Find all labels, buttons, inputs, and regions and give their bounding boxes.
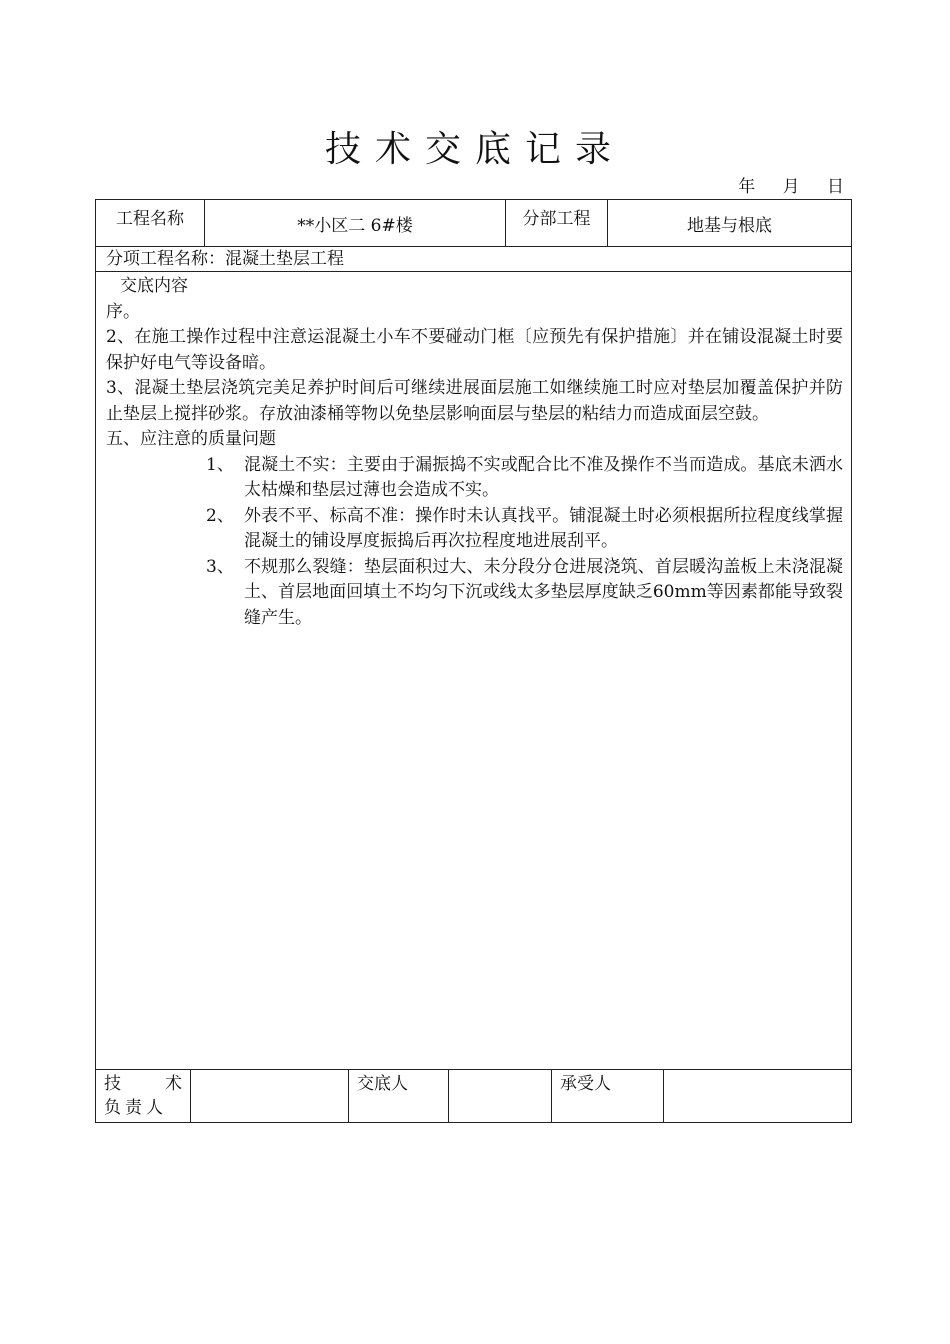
project-name-label: 工程名称	[96, 200, 205, 247]
quality-issue-item	[106, 504, 843, 555]
division-value: 地基与根底	[608, 200, 852, 247]
receiver-label: 承受人	[552, 1070, 664, 1123]
item-text: 不规那么裂缝：垫层面积过大、未分段分仓进展浇筑、首层暖沟盖板上未浇混凝土、首层地面回填土不均匀下沉或线太多垫层厚度缺乏60mm等因素都能导致裂缝产生。	[244, 556, 844, 628]
content-row	[96, 272, 852, 1070]
briefer-label: 交底人	[349, 1070, 449, 1123]
briefing-content	[96, 272, 852, 1070]
sub-item-value: 混凝土垫层工程	[225, 249, 344, 269]
item-text: 外表不平、标高不准：操作时未认真找平。铺混凝土时必须根据所拉程度线掌握混凝土的铺设厚度振捣后再次拉程度地进展刮平。	[244, 505, 844, 551]
date-year-label: 年	[738, 177, 756, 197]
project-header-row	[96, 200, 852, 247]
tech-lead-label-part: 术	[165, 1074, 182, 1094]
sub-item-label: 分项工程名称：	[106, 249, 225, 269]
quality-issues-heading: 五、应注意的质量问题	[106, 429, 276, 449]
quality-issue-item	[106, 555, 843, 632]
date-month-label: 月	[782, 177, 800, 197]
signature-row	[96, 1070, 852, 1123]
quality-issue-item	[106, 453, 843, 504]
content-paragraph: 2、在施工操作过程中注意运混凝土小车不要碰动门框〔应预先有保护措施〕并在铺设混凝土时要保护好电气等设备暗。	[106, 327, 844, 373]
item-number: 1、	[206, 454, 234, 475]
briefing-form-table	[95, 199, 852, 1123]
content-paragraph: 3、混凝土垫层浇筑完美足养护时间后可继续进展面层施工如继续施工时应对垫层加覆盖保护并防止垫层上搅拌砂浆。存放油漆桶等物以免垫层影响面层与垫层的粘结力而造成面层空鼓。	[106, 378, 844, 424]
tech-lead-label-part: 技	[104, 1074, 121, 1094]
division-label: 分部工程	[506, 200, 608, 247]
document-title: 技术交底记录	[324, 129, 625, 170]
tech-lead-label	[96, 1070, 191, 1123]
tech-lead-label-part: 负责人	[104, 1098, 167, 1118]
receiver-signature-field[interactable]	[664, 1070, 852, 1123]
item-text: 混凝土不实：主要由于漏振捣不实或配合比不准及操作不当而造成。基底未洒水太枯燥和垫层过薄也会造成不实。	[244, 454, 844, 500]
project-name-value: **小区二 6#楼	[205, 200, 506, 247]
briefer-signature-field[interactable]	[449, 1070, 552, 1123]
content-heading: 交底内容	[120, 276, 188, 296]
tech-lead-signature-field[interactable]	[191, 1070, 349, 1123]
date-line	[738, 176, 844, 198]
content-paragraph: 序。	[106, 301, 140, 322]
item-number: 2、	[206, 505, 234, 526]
sub-item-row	[96, 247, 852, 272]
date-day-label: 日	[827, 177, 844, 197]
item-number: 3、	[206, 556, 234, 577]
